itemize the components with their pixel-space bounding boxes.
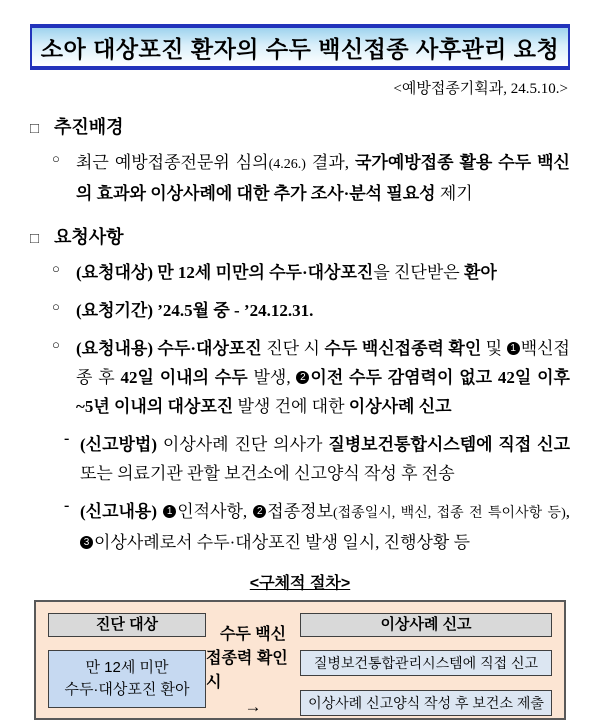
condition-line2: 접종력 확인 시 (206, 649, 288, 691)
dash-bullet-icon: - (64, 497, 70, 514)
attribution-line: <예방접종기획과, 24.5.10.> (393, 81, 568, 97)
section-heading-background (30, 113, 570, 139)
text-run: 수두 백신접종력 확인 (324, 339, 486, 358)
text-run: 인적사항, (177, 502, 254, 521)
text-run: (요청대상) 만 12세 미만의 수두·대상포진 (76, 263, 374, 282)
text-run: (요청기간) ’24.5월 중 - ’24.12.31. (76, 301, 314, 320)
text-run: 발생 건에 대한 (233, 397, 349, 416)
diagnosis-target-column (48, 613, 206, 708)
arrow-right-icon: → (244, 696, 262, 716)
text-run: 이상사례 진단 의사가 (162, 435, 329, 454)
circled-number: 1 (507, 342, 520, 355)
circled-number: 2 (296, 371, 309, 384)
text-run: 접종정보 (267, 502, 333, 521)
text-run: 최근 예방접종전문위 심의 (76, 153, 269, 172)
text-run: 이상사례 신고 (348, 397, 452, 416)
paragraph-report-method (30, 430, 570, 488)
paragraph-text (76, 148, 570, 208)
text-run: (4.26.) (268, 157, 306, 172)
paragraph-text (76, 296, 570, 325)
paragraph-text (80, 497, 570, 557)
paragraph-report-content (30, 497, 570, 557)
circled-number: 1 (163, 505, 176, 518)
procedure-condition (206, 625, 300, 716)
section-heading-label: 요청사항 (54, 227, 124, 247)
text-run: 발생, (247, 368, 297, 387)
adverse-report-box-2: 이상사례 신고양식 작성 후 보건소 제출 (300, 690, 552, 716)
text-run: (요청내용) 수두·대상포진 (76, 339, 267, 358)
adverse-report-header: 이상사례 신고 (300, 613, 552, 637)
diagnosis-target-box (48, 650, 206, 708)
circle-bullet-icon: ○ (52, 151, 60, 166)
text-run: 진단 시 (266, 339, 325, 358)
section-heading-requests (30, 223, 570, 249)
text-run: (신고방법) (80, 435, 163, 454)
text-run: 또는 의료기관 관할 보건소에 신고양식 작성 후 전송 (80, 464, 455, 483)
text-run: , (565, 502, 570, 521)
procedure-caption-text: <구체적 절차> (249, 575, 351, 592)
circle-bullet-icon: ○ (52, 337, 60, 352)
circled-number: 2 (253, 505, 266, 518)
title-banner (30, 24, 570, 70)
text-run: 이전 수두 감염력이 없고 42일 이후~5년 이내의 대상포진 (76, 368, 570, 416)
adverse-report-column (300, 613, 552, 711)
square-bullet-icon: □ (30, 230, 40, 247)
circle-bullet-icon: ○ (52, 299, 60, 314)
diagnosis-target-line1: 만 12세 미만 (85, 659, 169, 676)
page-title: 소아 대상포진 환자의 수두 백신접종 사후관리 요청 (40, 35, 560, 62)
diagnosis-target-line2: 수두·대상포진 환아 (64, 681, 190, 698)
paragraph-request-period (30, 296, 570, 325)
circle-bullet-icon: ○ (52, 261, 60, 276)
procedure-caption (30, 570, 570, 593)
text-run: 결과, (305, 153, 355, 172)
text-run: (접종일시, 백신, 접종 전 특이사항 등) (333, 506, 566, 521)
adverse-report-box-1: 질병보건통합관리시스템에 직접 신고 (300, 650, 552, 676)
square-bullet-icon: □ (30, 120, 40, 137)
text-run: 42일 이내의 수두 (120, 368, 248, 387)
text-run: 질병보건통합시스템에 직접 신고 (328, 435, 570, 454)
paragraph-request-content (30, 334, 570, 421)
paragraph-request-target (30, 258, 570, 287)
text-run: 제기 (435, 184, 473, 203)
section-heading-label: 추진배경 (54, 117, 124, 137)
paragraph-text (80, 430, 570, 488)
text-run: 이상사례로서 수두·대상포진 발생 일시, 진행상황 등 (94, 533, 471, 552)
condition-line1: 수두 백신 (219, 625, 287, 643)
diagnosis-target-header: 진단 대상 (48, 613, 206, 637)
circled-number: 3 (80, 536, 93, 549)
text-run: 국가예방접종 활용 수두 백신의 효과와 이상사례에 대한 추가 조사·분석 필요성 (76, 153, 570, 203)
procedure-diagram (34, 600, 566, 720)
paragraph-text (76, 258, 570, 287)
text-run: 환아 (463, 263, 497, 282)
dash-bullet-icon: - (64, 430, 70, 447)
text-run: 및 (485, 339, 507, 358)
paragraph-background-review (30, 148, 570, 208)
text-run: 을 진단받은 (373, 263, 464, 282)
text-run: (신고내용) (80, 502, 164, 521)
paragraph-text (76, 334, 570, 421)
text-run: 백신접종 후 (76, 339, 570, 387)
